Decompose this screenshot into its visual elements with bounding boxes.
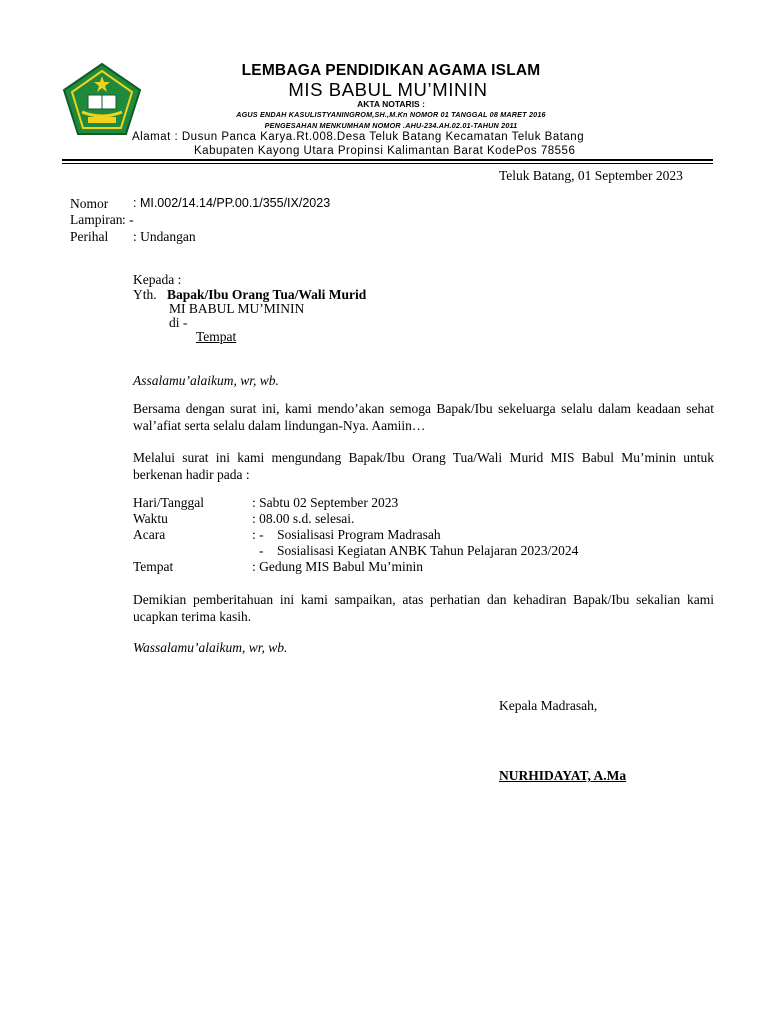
- to-label: Kepada :: [133, 272, 182, 287]
- signer-name: NURHIDAYAT, A.Ma: [499, 768, 627, 783]
- notary-line: AGUS ENDAH KASULISTYANINGROM,SH.,M.Kn NOMOR 01 TANGGAL 08 MARET 2016: [236, 110, 546, 119]
- detail-label-place: Tempat: [133, 559, 174, 574]
- letterhead-rule-thick: [62, 159, 713, 161]
- address-line-1: Alamat : Dusun Panca Karya.Rt.008.Desa Teluk Batang Kecamatan Teluk Batang: [132, 131, 585, 143]
- detail-label-date: Hari/Tanggal: [133, 495, 205, 510]
- detail-value-event-1: : - Sosialisasi Program Madrasah: [252, 527, 441, 542]
- detail-value-time: : 08.00 s.d. selesai.: [252, 511, 355, 526]
- detail-value-place: : Gedung MIS Babul Mu’minin: [252, 559, 423, 574]
- detail-value-date: : Sabtu 02 September 2023: [252, 495, 399, 510]
- detail-label-time: Waktu: [133, 511, 168, 526]
- ratification-line: PENGESAHAN MENKUMHAM NOMOR .AHU-234.AH.02.01-TAHUN 2011: [264, 121, 518, 130]
- place-date: Teluk Batang, 01 September 2023: [499, 168, 683, 183]
- meta-label-perihal: Perihal: [70, 229, 109, 244]
- detail-value-event-2: - Sosialisasi Kegiatan ANBK Tahun Pelajaran 2023/2024: [259, 543, 579, 558]
- school-name: MIS BABUL MU’MININ: [288, 79, 488, 100]
- farewell: Wassalamu’alaikum, wr, wb.: [133, 640, 288, 655]
- meta-value-nomor: : MI.002/14.14/PP.00.1/355/IX/2023: [133, 196, 331, 210]
- detail-label-event: Acara: [133, 527, 166, 542]
- recipient-name: Bapak/Ibu Orang Tua/Wali Murid: [167, 287, 367, 302]
- yth-label: Yth.: [133, 287, 157, 302]
- notary-title: AKTA NOTARIS :: [357, 99, 425, 109]
- signer-title: Kepala Madrasah,: [499, 698, 598, 713]
- meta-label-nomor: Nomor: [70, 196, 109, 211]
- recipient-di: di -: [169, 315, 188, 330]
- meta-label-lampiran: Lampiran: [70, 212, 123, 227]
- recipient-place: Tempat: [196, 329, 237, 344]
- recipient-school: MI BABUL MU’MININ: [169, 301, 305, 316]
- meta-value-perihal: : Undangan: [133, 229, 196, 244]
- paragraph-1: Bersama dengan surat ini, kami mendo’akan semoga Bapak/Ibu sekeluarga selalu dalam keadaan sehat wal’afiat serta selalu dalam lindungan-Nya. Aamiin…: [133, 401, 714, 433]
- meta-value-lampiran: : -: [122, 212, 134, 227]
- address-line-2: Kabupaten Kayong Utara Propinsi Kalimantan Barat KodePos 78556: [194, 145, 576, 157]
- closing-paragraph: Demikian pemberitahuan ini kami sampaikan, atas perhatian dan kehadiran Bapak/Ibu sekalian kami ucapkan terima kasih.: [133, 592, 714, 624]
- paragraph-2: Melalui surat ini kami mengundang Bapak/Ibu Orang Tua/Wali Murid MIS Babul Mu’minin untuk berkenan hadir pada :: [133, 450, 714, 482]
- institution-name: LEMBAGA PENDIDIKAN AGAMA ISLAM: [241, 62, 541, 79]
- letterhead-rule-thin: [62, 163, 713, 164]
- greeting: Assalamu’alaikum, wr, wb.: [133, 373, 279, 388]
